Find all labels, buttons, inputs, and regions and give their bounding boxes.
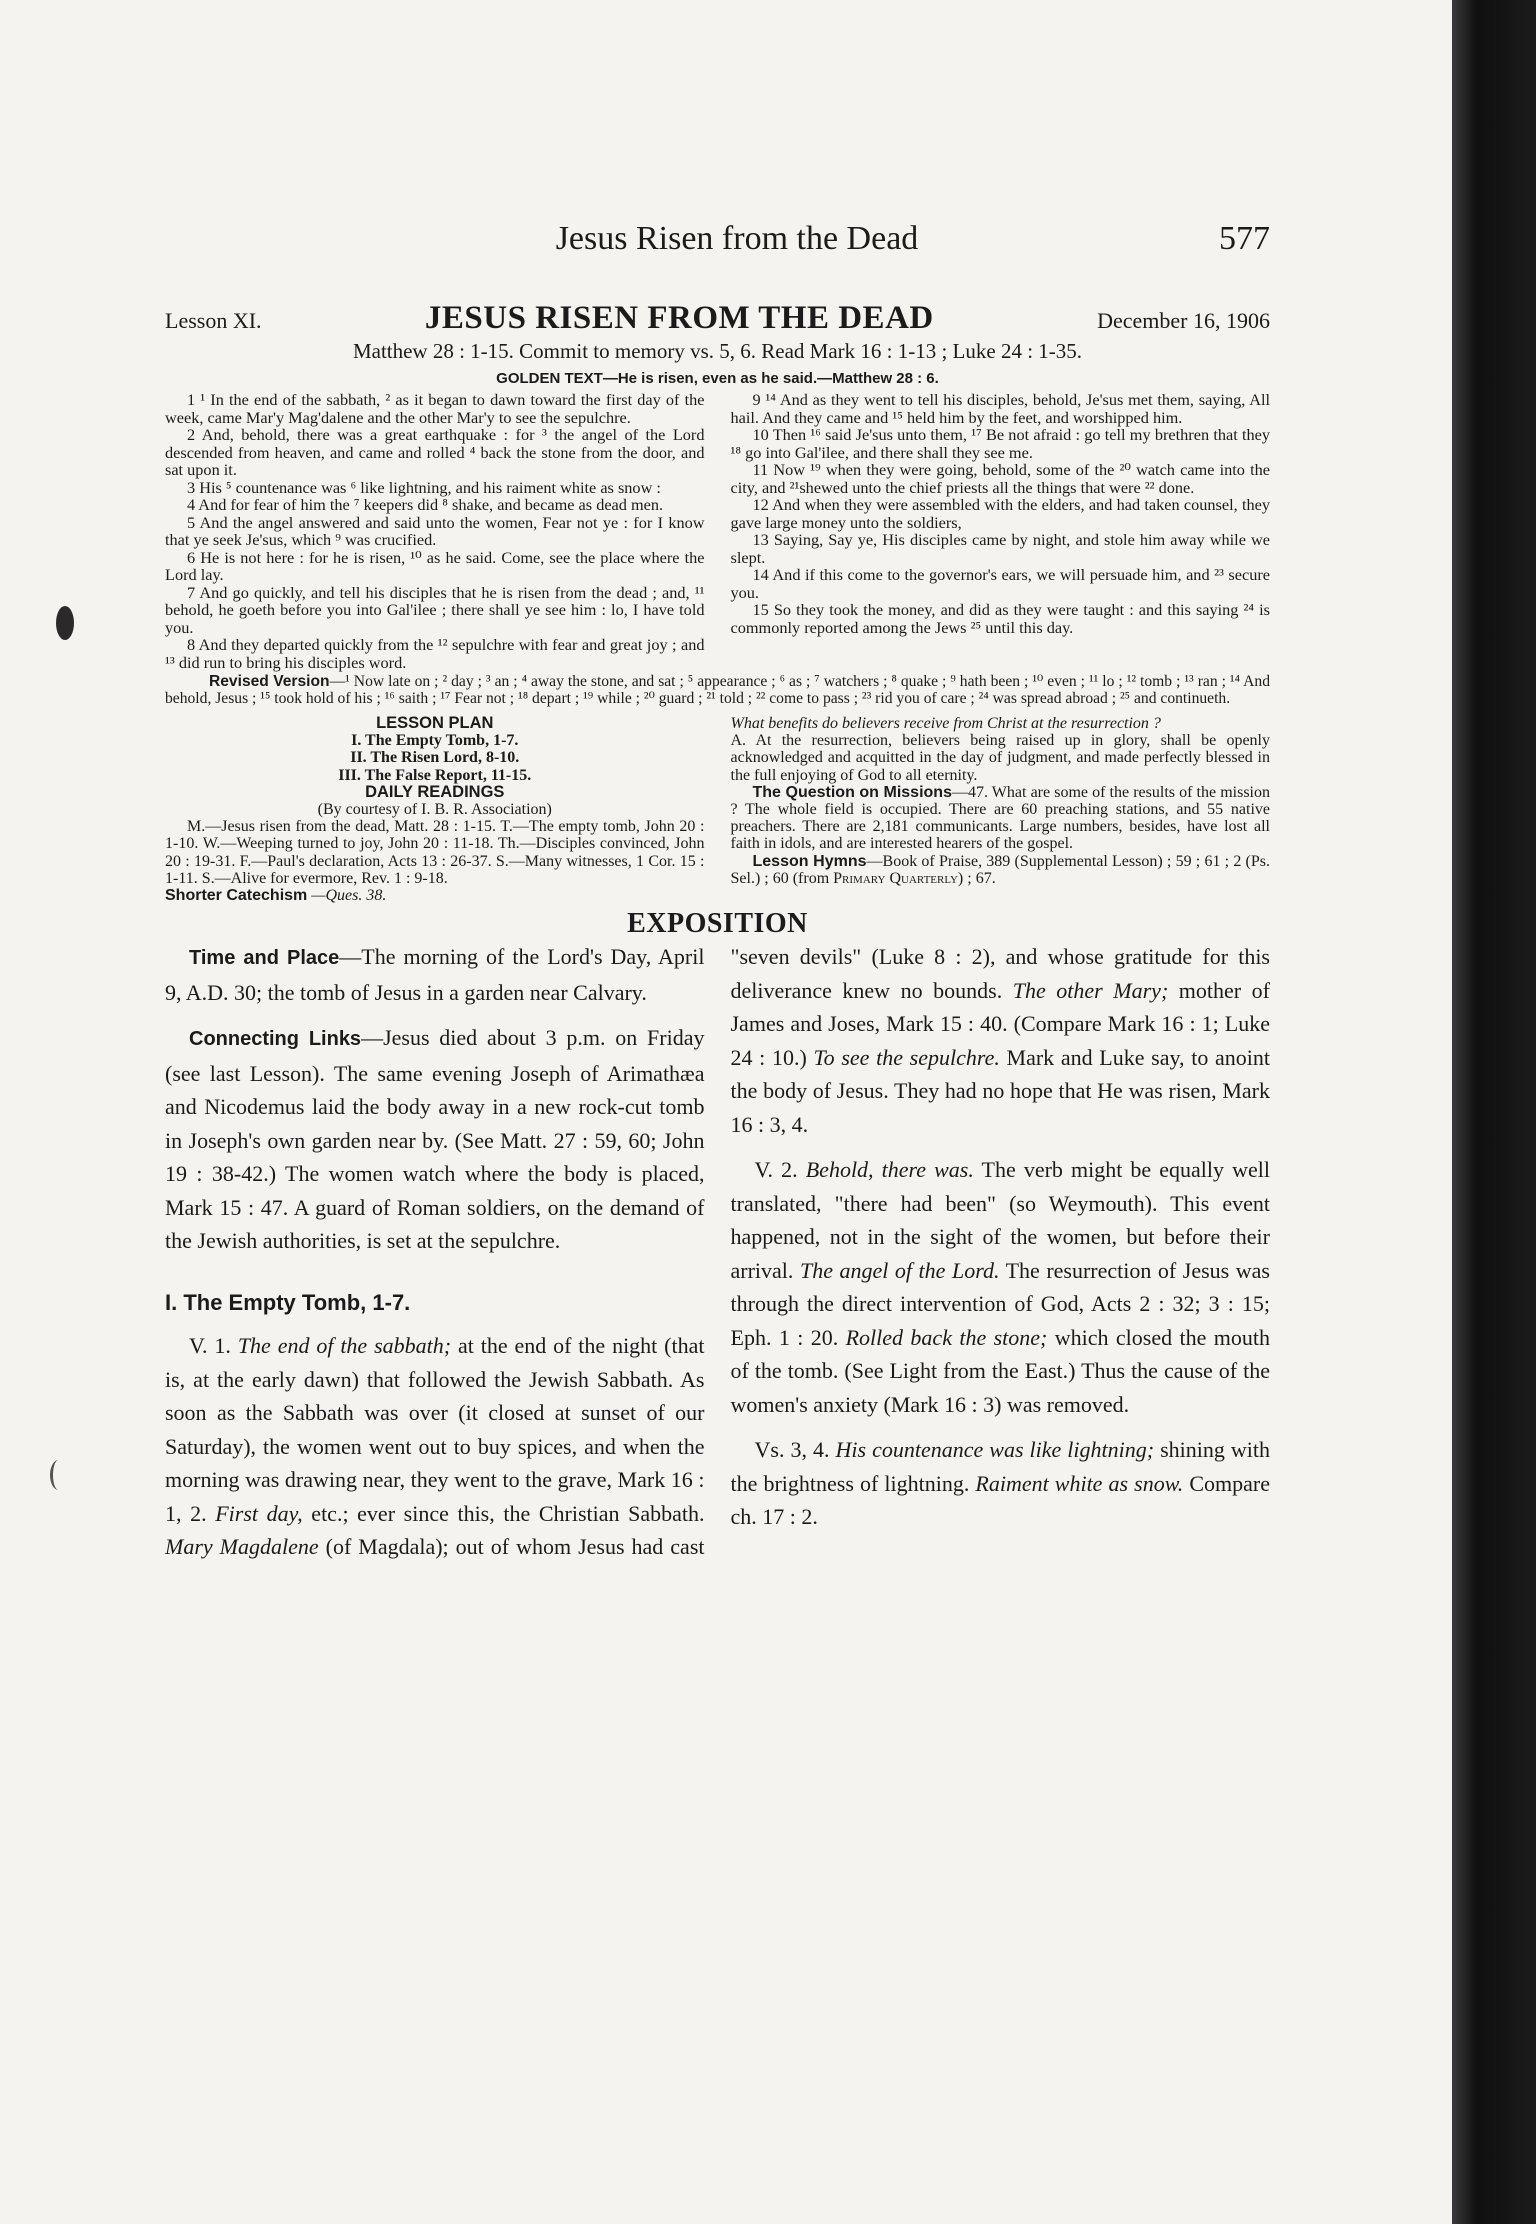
page-content [165,220,1270,1564]
commentary-phrase: The angel of the Lord. [799,1257,1000,1283]
commentary-phrase: His countenance was like lightning; [835,1437,1155,1463]
lesson-aids-left [165,715,705,904]
lesson-plan-heading: LESSON PLAN [376,714,494,732]
hymns-text: —Book of Praise, 389 (Supplemental Lesson) ; 59 ; 61 ; 2 (Ps. Sel.) ; 60 (from [730,852,1271,887]
commentary-phrase: Behold, there was. [805,1157,974,1183]
verse: 7 And go quickly, and tell his disciples that he is risen from the dead ; and, ¹¹ behold, he goeth before you into Gal'ilee ; there shall ye see him : lo, I have told you. [165,582,705,637]
verse: 6 He is not here : for he is risen, ¹⁰ as he said. Come, see the place where the Lord lay. [165,547,705,584]
commentary-text: Compare ch. 17 : 2. [730,1470,1270,1530]
verse: 5 And the angel answered and said unto the women, Fear not ye : for I know that ye seek Je'sus, which ⁹ was crucified. [165,512,705,549]
verse: 2 And, behold, there was a great earthquake : for ³ the angel of the Lord descended from heaven, and came and rolled ⁴ back the stone from the door, and sat upon it. [165,425,705,479]
page-number: 577 [1219,220,1270,257]
hymns-end: ) ; 67. [957,869,996,887]
shorter-catechism-question [731,715,1271,732]
verse: 11 Now ¹⁹ when they were going, behold, some of the ²⁰ watch came into the city, and ²¹shewed unto the chief priests all the things that were ²² done. [730,460,1270,497]
catechism-question-text: What benefits do believers receive from Christ at the resurrection ? [730,715,1161,732]
hymns-label: Lesson Hymns [752,852,867,870]
commentary-lead: Vs. 3, 4. [754,1437,836,1463]
verses-3-4-commentary [731,1433,1271,1534]
revised-version-text: —¹ Now late on ; ² day ; ³ an ; ⁴ away the stone, and sat ; ⁵ appearance ; ⁶ as ; ⁷ watchers ; ⁸ quake ; ⁹ hath been ; ¹⁰ even ; ¹¹ lo ; ¹² tomb ; ¹³ ran ; ¹⁴ And behold, Jesus ; ¹⁵ took hold of his ; ¹⁶ saith ; ¹⁷ Fear not ; ¹⁸ depart ; ¹⁹ while ; ²⁰ guard ; ²¹ told ; ²² come to pass ; ²³ rid you of care ; ²⁴ was spread abroad ; ²⁵ and continueth. [165,673,1270,707]
shorter-catechism-label: Shorter Catechism [165,887,308,905]
verse: 10 Then ¹⁶ said Je'sus unto them, ¹⁷ Be not afraid : go tell my brethren that they ¹⁸ go into Gal'ilee, and there shall they see me. [730,425,1270,462]
commentary-text: shining with the brightness of lightning. [730,1437,1270,1496]
revised-version-label: Revised Version [209,673,330,690]
commentary-text: mother of James and Joses, Mark 15 : 40. (Compare Mark 16 : 1; Luke 24 : 10.) [730,977,1270,1070]
time-place-text: —The morning of the Lord's Day, April 9, A.D. 30; the tomb of Jesus in a garden near Calvary. [165,944,705,1005]
commentary-text: The verb might be equally well translated, "there had been" (so Weymouth). This event happened, not in the sight of the women, but before their arrival. [730,1157,1270,1283]
lesson-hymns [731,853,1271,887]
verse: 3 His ⁵ countenance was ⁶ like lightning, and his raiment white as snow : [187,477,661,497]
commentary-text: Mark and Luke say, to anoint the body of Jesus. They had no hope that He was risen, Mark 16 : 3, 4. [730,1044,1270,1137]
verse: 12 And when they were assembled with the elders, and had taken counsel, they gave large money unto the soldiers, [730,495,1270,532]
shorter-catechism-question-number: —Ques. 38. [311,887,387,905]
lesson-plan-list [165,732,705,784]
lesson-plan-item: II. The Risen Lord, 8-10. [350,749,520,767]
lesson-plan-item: III. The False Report, 11-15. [338,766,532,784]
question-on-missions [731,784,1271,853]
daily-readings-text: M.—Jesus risen from the dead, Matt. 28 : 1-15. T.—The empty tomb, John 20 : 1-10. W.—Weeping turned to joy, John 20 : 11-18. Th.—Disciples convinced, John 20 : 19-31. F.—Paul's declaration, Acts 13 : 26-37. S.—Many witnesses, 1 Cor. 15 : 1-11. S.—Alive for evermore, Rev. 1 : 9-18. [165,818,705,887]
lesson-aids [165,715,1270,904]
commentary-phrase: Mary Magdalene [165,1534,319,1560]
verse: 13 Saying, Say ye, His disciples came by night, and stole him away while we slept. [730,530,1270,567]
time-place-label: Time and Place [189,947,340,970]
commentary-text: at the end of the night (that is, at the early dawn) that followed the Jewish Sabbath. As soon as the Sabbath was over (it closed at sunset of our Saturday), the women went out to buy spices, and when the morning was drawing near, they went to the grave, Mark 16 : 1, 2. [165,1333,705,1526]
commentary-text: which closed the mouth of the tomb. (See Light from the East.) Thus the cause of the women's anxiety (Mark 16 : 3) was removed. [730,1324,1270,1417]
lesson-plan-item: I. The Empty Tomb, 1-7. [351,732,519,750]
book-edge [1452,0,1536,2224]
connecting-text: —Jesus died about 3 p.m. on Friday (see last Lesson). The same evening Joseph of Arimathæa and Nicodemus laid the body away in a new rock-cut tomb in Joseph's own garden near by. (See Matt. 27 : 59, 60; John 19 : 38-42.) The women watch where the body is placed, Mark 15 : 47. A guard of Roman soldiers, on the demand of the Jewish authorities, is set at the sepulchre. [165,1025,705,1254]
running-head-title: Jesus Risen from the Dead [555,220,919,257]
daily-readings-courtesy: (By courtesy of I. B. R. Association) [317,801,552,819]
connecting-label: Connecting Links [189,1028,362,1051]
commentary-lead: V. 1. [189,1333,238,1359]
commentary-phrase: The other Mary; [1012,977,1169,1003]
hymns-smallcaps: Primary Quarterly [833,869,958,887]
running-head [165,220,1270,270]
verse-2-commentary [731,1153,1271,1421]
verse: 8 And they departed quickly from the ¹² sepulchre with fear and great joy ; and ¹³ did run to bring his disciples word. [165,635,705,672]
scripture-verses [165,391,1270,671]
commentary-phrase: The end of the sabbath; [237,1333,452,1359]
missions-text: —47. What are some of the results of the mission ? The whole field is occupied. There are 60 preaching stations, and 55 native preachers. There are 2,181 communicants. Large numbers, besides, have lost all faith in idols, and are interested hearers of the gospel. [730,783,1271,853]
commentary-phrase: First day, [215,1500,303,1526]
verse: 1 ¹ In the end of the sabbath, ² as it began to dawn toward the first day of the week, came Mar'y Mag'dalene and the other Mar'y to see the sepulchre. [165,390,705,427]
lesson-date: December 16, 1906 [1097,308,1270,333]
shorter-catechism-intro [165,887,705,904]
verse: 4 And for fear of him the ⁷ keepers did ⁸ shake, and became as dead men. [187,495,664,514]
verse: 9 ¹⁴ And as they went to tell his disciples, behold, Je'sus met them, saying, All hail. And they came and ¹⁵ held him by the feet, and worshipped him. [730,390,1270,427]
section-heading: I. The Empty Tomb, 1-7. [165,1289,411,1315]
lesson-number: Lesson XI. [165,308,262,333]
commentary-text: (of Magdala); out of whom Jesus had cast "seven devils" (Luke 8 : 2), and whose gratitude for this deliverance knew no bounds. [318,944,1270,1560]
binding-hole-mark [56,606,74,640]
commentary-text: etc.; ever since this, the Christian Sabbath. [302,1500,705,1526]
commentary-phrase: Raiment white as snow. [975,1470,1184,1496]
lesson-title: JESUS RISEN FROM THE DEAD [424,300,934,336]
commentary-text: The resurrection of Jesus was through the direct intervention of God, Acts 2 : 32; 3 : 15; Eph. 1 : 20. [730,1257,1270,1350]
commentary-phrase: Rolled back the stone; [845,1324,1048,1350]
exposition-body [165,940,1270,1564]
revised-version-notes [165,673,1270,707]
verse: 14 And if this come to the governor's ears, we will persuade him, and ²³ secure you. [730,565,1270,602]
binding-hole-mark [50,1460,67,1490]
lesson-header [165,300,1270,337]
verse: 15 So they took the money, and did as they were taught : and this saying ²⁴ is commonly reported among the Jews ²⁵ until this day. [730,600,1270,637]
daily-readings-heading: DAILY READINGS [365,782,505,801]
missions-label: The Question on Missions [752,783,952,801]
commentary-phrase: To see the sepulchre. [813,1044,1000,1070]
golden-text: GOLDEN TEXT—He is risen, even as he said.—Matthew 28 : 6. [496,370,939,387]
connecting-links [165,1021,705,1258]
catechism-answer: A. At the resurrection, believers being raised up in glory, shall be openly acknowledged and acquitted in the day of judgment, and made perfectly blessed in the full enjoying of God to all eternity. [730,732,1270,784]
lesson-aids-right [731,715,1271,904]
exposition-heading: EXPOSITION [627,908,808,940]
commentary-lead: V. 2. [754,1157,806,1183]
scripture-reference: Matthew 28 : 1-15. Commit to memory vs. 5, 6. Read Mark 16 : 1-13 ; Luke 24 : 1-35. [352,339,1083,363]
time-and-place [165,940,705,1009]
